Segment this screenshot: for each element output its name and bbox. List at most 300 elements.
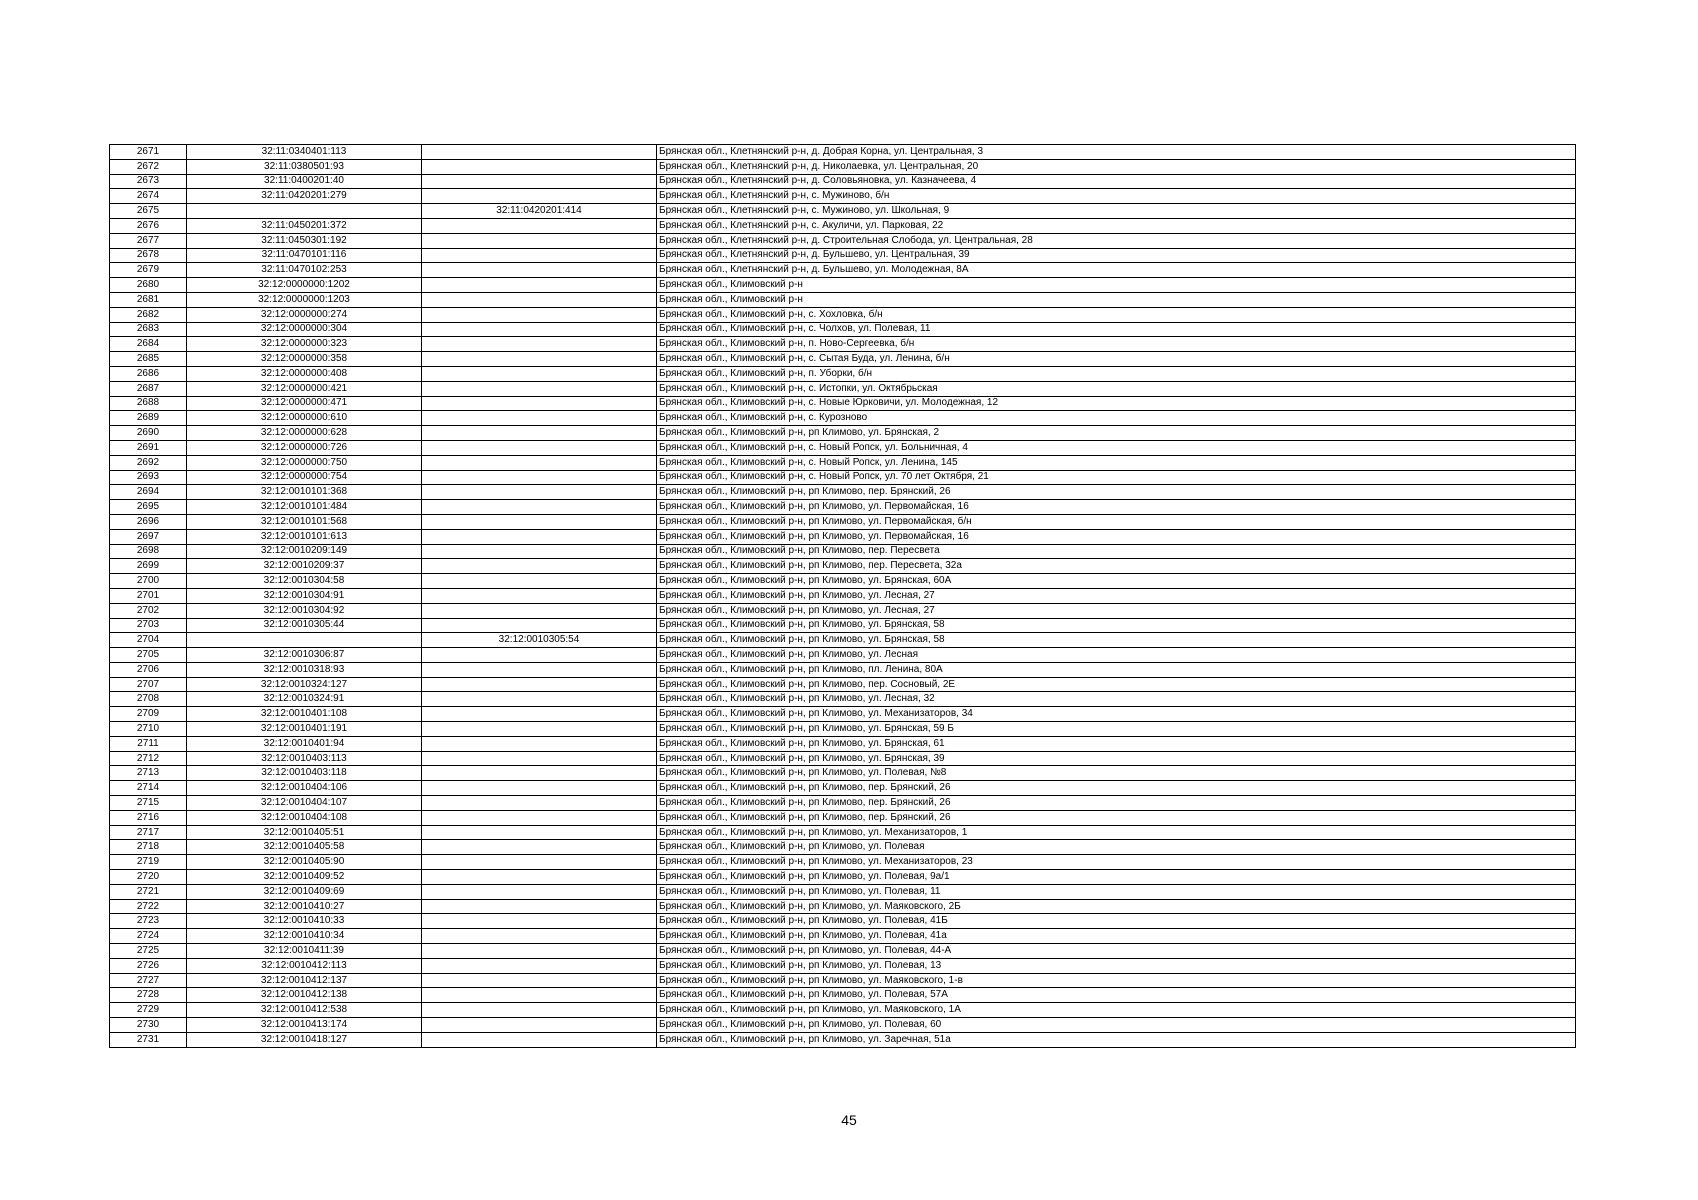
cadastral-number-cell: 32:12:0000000:274 bbox=[187, 307, 422, 322]
cadastral-number-alt-cell bbox=[422, 322, 657, 337]
row-number-cell: 2696 bbox=[110, 514, 187, 529]
cadastral-number-alt-cell bbox=[422, 1003, 657, 1018]
address-cell: Брянская обл., Климовский р-н, рп Климово, ул. Полевая, 13 bbox=[657, 958, 1576, 973]
cadastral-number-alt-cell bbox=[422, 263, 657, 278]
cadastral-number-alt-cell bbox=[422, 648, 657, 663]
row-number-cell: 2713 bbox=[110, 766, 187, 781]
row-number-cell: 2684 bbox=[110, 337, 187, 352]
cadastral-number-alt-cell: 32:11:0420201:414 bbox=[422, 204, 657, 219]
cadastral-number-alt-cell bbox=[422, 218, 657, 233]
row-number-cell: 2673 bbox=[110, 174, 187, 189]
row-number-cell: 2671 bbox=[110, 145, 187, 160]
cadastral-number-alt-cell bbox=[422, 278, 657, 293]
table-row bbox=[110, 840, 1576, 855]
cadastral-number-cell: 32:12:0000000:628 bbox=[187, 426, 422, 441]
cadastral-number-cell: 32:12:0010401:108 bbox=[187, 707, 422, 722]
table-row bbox=[110, 618, 1576, 633]
row-number-cell: 2689 bbox=[110, 411, 187, 426]
cadastral-number-alt-cell bbox=[422, 840, 657, 855]
table-row bbox=[110, 174, 1576, 189]
row-number-cell: 2728 bbox=[110, 988, 187, 1003]
cadastral-number-alt-cell bbox=[422, 574, 657, 589]
cadastral-number-cell: 32:12:0010101:484 bbox=[187, 500, 422, 515]
row-number-cell: 2694 bbox=[110, 485, 187, 500]
cadastral-number-alt-cell bbox=[422, 781, 657, 796]
cadastral-number-cell: 32:12:0010101:613 bbox=[187, 529, 422, 544]
cadastral-number-alt-cell bbox=[422, 292, 657, 307]
address-cell: Брянская обл., Климовский р-н, рп Климово, ул. Брянская, 58 bbox=[657, 618, 1576, 633]
address-cell: Брянская обл., Клетнянский р-н, с. Мужиново, ул. Школьная, 9 bbox=[657, 204, 1576, 219]
row-number-cell: 2705 bbox=[110, 648, 187, 663]
row-number-cell: 2697 bbox=[110, 529, 187, 544]
row-number-cell: 2711 bbox=[110, 736, 187, 751]
cadastral-number-alt-cell bbox=[422, 603, 657, 618]
table-row bbox=[110, 307, 1576, 322]
address-cell: Брянская обл., Климовский р-н, п. Ново-Сергеевка, б/н bbox=[657, 337, 1576, 352]
address-cell: Брянская обл., Климовский р-н, рп Климово, ул. Механизаторов, 34 bbox=[657, 707, 1576, 722]
table-row bbox=[110, 396, 1576, 411]
table-row bbox=[110, 574, 1576, 589]
table-row bbox=[110, 870, 1576, 885]
address-cell: Брянская обл., Климовский р-н, рп Климово, ул. Полевая bbox=[657, 840, 1576, 855]
cadastral-number-alt-cell bbox=[422, 470, 657, 485]
table-row bbox=[110, 529, 1576, 544]
cadastral-number-cell: 32:12:0010304:58 bbox=[187, 574, 422, 589]
table-row bbox=[110, 485, 1576, 500]
table-row bbox=[110, 973, 1576, 988]
table-row bbox=[110, 736, 1576, 751]
table-row bbox=[110, 722, 1576, 737]
address-cell: Брянская обл., Климовский р-н, с. Новые Юрковичи, ул. Молодежная, 12 bbox=[657, 396, 1576, 411]
address-cell: Брянская обл., Климовский р-н, с. Чолхов, ул. Полевая, 11 bbox=[657, 322, 1576, 337]
cadastral-number-alt-cell bbox=[422, 766, 657, 781]
cadastral-number-cell: 32:11:0340401:113 bbox=[187, 145, 422, 160]
table-row bbox=[110, 648, 1576, 663]
cadastral-number-cell: 32:12:0000000:323 bbox=[187, 337, 422, 352]
cadastral-number-cell: 32:12:0000000:304 bbox=[187, 322, 422, 337]
cadastral-number-cell: 32:12:0010209:37 bbox=[187, 559, 422, 574]
row-number-cell: 2687 bbox=[110, 381, 187, 396]
cadastral-number-cell: 32:12:0010412:113 bbox=[187, 958, 422, 973]
table-row bbox=[110, 633, 1576, 648]
address-cell: Брянская обл., Клетнянский р-н, д. Добрая Корна, ул. Центральная, 3 bbox=[657, 145, 1576, 160]
row-number-cell: 2680 bbox=[110, 278, 187, 293]
cadastral-number-cell: 32:12:0010418:127 bbox=[187, 1032, 422, 1047]
table-row bbox=[110, 500, 1576, 515]
row-number-cell: 2714 bbox=[110, 781, 187, 796]
cadastral-number-alt-cell bbox=[422, 1018, 657, 1033]
row-number-cell: 2685 bbox=[110, 352, 187, 367]
row-number-cell: 2704 bbox=[110, 633, 187, 648]
row-number-cell: 2676 bbox=[110, 218, 187, 233]
cadastral-number-cell: 32:12:0010304:92 bbox=[187, 603, 422, 618]
table-row bbox=[110, 855, 1576, 870]
cadastral-number-alt-cell bbox=[422, 426, 657, 441]
cadastral-number-cell: 32:12:0010101:568 bbox=[187, 514, 422, 529]
address-cell: Брянская обл., Климовский р-н, с. Новый Ропск, ул. 70 лет Октября, 21 bbox=[657, 470, 1576, 485]
row-number-cell: 2718 bbox=[110, 840, 187, 855]
cadastral-number-alt-cell bbox=[422, 529, 657, 544]
row-number-cell: 2686 bbox=[110, 366, 187, 381]
table-row bbox=[110, 204, 1576, 219]
table-row bbox=[110, 1032, 1576, 1047]
cadastral-number-cell: 32:11:0380501:93 bbox=[187, 159, 422, 174]
cadastral-number-alt-cell bbox=[422, 455, 657, 470]
address-cell: Брянская обл., Климовский р-н, рп Климово, пер. Пересвета bbox=[657, 544, 1576, 559]
table-row bbox=[110, 544, 1576, 559]
cadastral-number-alt-cell bbox=[422, 189, 657, 204]
address-cell: Брянская обл., Климовский р-н, рп Климово, ул. Брянская, 61 bbox=[657, 736, 1576, 751]
row-number-cell: 2727 bbox=[110, 973, 187, 988]
table-row bbox=[110, 159, 1576, 174]
cadastral-number-cell: 32:12:0010405:51 bbox=[187, 825, 422, 840]
table-row bbox=[110, 337, 1576, 352]
cadastral-number-cell: 32:12:0000000:1203 bbox=[187, 292, 422, 307]
row-number-cell: 2722 bbox=[110, 899, 187, 914]
row-number-cell: 2707 bbox=[110, 677, 187, 692]
cadastral-number-alt-cell bbox=[422, 796, 657, 811]
table-row bbox=[110, 588, 1576, 603]
address-cell: Брянская обл., Климовский р-н bbox=[657, 292, 1576, 307]
row-number-cell: 2724 bbox=[110, 929, 187, 944]
cadastral-number-alt-cell bbox=[422, 588, 657, 603]
property-register-table bbox=[109, 144, 1576, 1048]
address-cell: Брянская обл., Климовский р-н, рп Климово, ул. Первомайская, 16 bbox=[657, 500, 1576, 515]
address-cell: Брянская обл., Клетнянский р-н, д. Николаевка, ул. Центральная, 20 bbox=[657, 159, 1576, 174]
table-row bbox=[110, 914, 1576, 929]
address-cell: Брянская обл., Климовский р-н, с. Сытая Буда, ул. Ленина, б/н bbox=[657, 352, 1576, 367]
row-number-cell: 2709 bbox=[110, 707, 187, 722]
cadastral-number-cell: 32:12:0010412:138 bbox=[187, 988, 422, 1003]
cadastral-number-alt-cell bbox=[422, 855, 657, 870]
cadastral-number-cell: 32:12:0010101:368 bbox=[187, 485, 422, 500]
address-cell: Брянская обл., Климовский р-н, рп Климово, пер. Брянский, 26 bbox=[657, 781, 1576, 796]
cadastral-number-alt-cell bbox=[422, 825, 657, 840]
cadastral-number-alt-cell bbox=[422, 411, 657, 426]
address-cell: Брянская обл., Климовский р-н, рп Климово, ул. Брянская, 60А bbox=[657, 574, 1576, 589]
table-row bbox=[110, 352, 1576, 367]
address-cell: Брянская обл., Климовский р-н, рп Климово, ул. Полевая, 41а bbox=[657, 929, 1576, 944]
address-cell: Брянская обл., Климовский р-н, рп Климово, ул. Полевая, №8 bbox=[657, 766, 1576, 781]
table-row bbox=[110, 248, 1576, 263]
cadastral-number-alt-cell bbox=[422, 544, 657, 559]
cadastral-number-alt-cell bbox=[422, 751, 657, 766]
cadastral-number-alt-cell bbox=[422, 662, 657, 677]
cadastral-number-cell: 32:12:0000000:610 bbox=[187, 411, 422, 426]
row-number-cell: 2700 bbox=[110, 574, 187, 589]
cadastral-number-alt-cell bbox=[422, 440, 657, 455]
cadastral-number-cell: 32:12:0010304:91 bbox=[187, 588, 422, 603]
row-number-cell: 2691 bbox=[110, 440, 187, 455]
address-cell: Брянская обл., Климовский р-н, рп Климово, ул. Лесная, 32 bbox=[657, 692, 1576, 707]
cadastral-number-alt-cell bbox=[422, 485, 657, 500]
table-row bbox=[110, 662, 1576, 677]
cadastral-number-cell: 32:11:0400201:40 bbox=[187, 174, 422, 189]
cadastral-number-alt-cell bbox=[422, 692, 657, 707]
address-cell: Брянская обл., Клетнянский р-н, д. Бульшево, ул. Молодежная, 8А bbox=[657, 263, 1576, 278]
cadastral-number-alt-cell bbox=[422, 352, 657, 367]
cadastral-number-alt-cell bbox=[422, 500, 657, 515]
cadastral-number-cell: 32:12:0010318:93 bbox=[187, 662, 422, 677]
cadastral-number-alt-cell bbox=[422, 159, 657, 174]
table-row bbox=[110, 692, 1576, 707]
row-number-cell: 2674 bbox=[110, 189, 187, 204]
row-number-cell: 2715 bbox=[110, 796, 187, 811]
cadastral-number-alt-cell bbox=[422, 929, 657, 944]
table-row bbox=[110, 751, 1576, 766]
row-number-cell: 2693 bbox=[110, 470, 187, 485]
cadastral-number-cell: 32:12:0000000:1202 bbox=[187, 278, 422, 293]
cadastral-number-cell: 32:12:0000000:750 bbox=[187, 455, 422, 470]
cadastral-number-cell: 32:12:0010409:52 bbox=[187, 870, 422, 885]
cadastral-number-cell: 32:12:0010305:44 bbox=[187, 618, 422, 633]
address-cell: Брянская обл., Климовский р-н, с. Новый Ропск, ул. Больничная, 4 bbox=[657, 440, 1576, 455]
row-number-cell: 2683 bbox=[110, 322, 187, 337]
cadastral-number-cell: 32:12:0010410:34 bbox=[187, 929, 422, 944]
row-number-cell: 2698 bbox=[110, 544, 187, 559]
address-cell: Брянская обл., Климовский р-н, рп Климово, ул. Брянская, 2 bbox=[657, 426, 1576, 441]
table-row bbox=[110, 707, 1576, 722]
cadastral-number-alt-cell bbox=[422, 396, 657, 411]
cadastral-number-cell: 32:12:0010413:174 bbox=[187, 1018, 422, 1033]
cadastral-number-alt-cell bbox=[422, 307, 657, 322]
cadastral-number-cell: 32:12:0010412:137 bbox=[187, 973, 422, 988]
address-cell: Брянская обл., Климовский р-н, рп Климово, ул. Маяковского, 2Б bbox=[657, 899, 1576, 914]
cadastral-number-cell: 32:12:0010405:58 bbox=[187, 840, 422, 855]
address-cell: Брянская обл., Климовский р-н, рп Климово, ул. Лесная bbox=[657, 648, 1576, 663]
table-row bbox=[110, 781, 1576, 796]
cadastral-number-cell: 32:12:0010412:538 bbox=[187, 1003, 422, 1018]
cadastral-number-alt-cell bbox=[422, 174, 657, 189]
cadastral-number-cell: 32:12:0010401:191 bbox=[187, 722, 422, 737]
table-row bbox=[110, 1003, 1576, 1018]
cadastral-number-alt-cell bbox=[422, 381, 657, 396]
row-number-cell: 2695 bbox=[110, 500, 187, 515]
table-row bbox=[110, 766, 1576, 781]
row-number-cell: 2719 bbox=[110, 855, 187, 870]
cadastral-number-alt-cell bbox=[422, 233, 657, 248]
cadastral-number-cell: 32:12:0010403:118 bbox=[187, 766, 422, 781]
table-row bbox=[110, 426, 1576, 441]
cadastral-number-alt-cell bbox=[422, 870, 657, 885]
cadastral-number-cell bbox=[187, 204, 422, 219]
row-number-cell: 2679 bbox=[110, 263, 187, 278]
table-row bbox=[110, 988, 1576, 1003]
address-cell: Брянская обл., Климовский р-н, рп Климово, ул. Механизаторов, 23 bbox=[657, 855, 1576, 870]
cadastral-number-alt-cell bbox=[422, 914, 657, 929]
row-number-cell: 2702 bbox=[110, 603, 187, 618]
address-cell: Брянская обл., Клетнянский р-н, д. Строительная Слобода, ул. Центральная, 28 bbox=[657, 233, 1576, 248]
row-number-cell: 2729 bbox=[110, 1003, 187, 1018]
cadastral-number-alt-cell bbox=[422, 559, 657, 574]
cadastral-number-cell: 32:12:0000000:358 bbox=[187, 352, 422, 367]
cadastral-number-cell: 32:11:0470102:253 bbox=[187, 263, 422, 278]
row-number-cell: 2677 bbox=[110, 233, 187, 248]
row-number-cell: 2692 bbox=[110, 455, 187, 470]
table-row bbox=[110, 233, 1576, 248]
cadastral-number-alt-cell bbox=[422, 618, 657, 633]
cadastral-number-cell: 32:12:0010324:91 bbox=[187, 692, 422, 707]
table-row bbox=[110, 263, 1576, 278]
address-cell: Брянская обл., Климовский р-н bbox=[657, 278, 1576, 293]
row-number-cell: 2681 bbox=[110, 292, 187, 307]
table-row bbox=[110, 958, 1576, 973]
address-cell: Брянская обл., Климовский р-н, рп Климово, ул. Полевая, 57А bbox=[657, 988, 1576, 1003]
table-row bbox=[110, 825, 1576, 840]
table-row bbox=[110, 455, 1576, 470]
row-number-cell: 2712 bbox=[110, 751, 187, 766]
page-number: 45 bbox=[841, 1112, 857, 1128]
table-row bbox=[110, 278, 1576, 293]
cadastral-number-cell: 32:12:0000000:471 bbox=[187, 396, 422, 411]
address-cell: Брянская обл., Климовский р-н, с. Хохловка, б/н bbox=[657, 307, 1576, 322]
address-cell: Брянская обл., Климовский р-н, рп Климово, ул. Лесная, 27 bbox=[657, 603, 1576, 618]
cadastral-number-cell: 32:11:0450201:372 bbox=[187, 218, 422, 233]
address-cell: Брянская обл., Климовский р-н, рп Климово, ул. Полевая, 44-А bbox=[657, 944, 1576, 959]
table-row bbox=[110, 884, 1576, 899]
cadastral-number-alt-cell bbox=[422, 248, 657, 263]
cadastral-number-cell: 32:12:0010411:39 bbox=[187, 944, 422, 959]
cadastral-number-alt-cell bbox=[422, 366, 657, 381]
address-cell: Брянская обл., Климовский р-н, рп Климово, ул. Полевая, 9а/1 bbox=[657, 870, 1576, 885]
table-row bbox=[110, 1018, 1576, 1033]
row-number-cell: 2688 bbox=[110, 396, 187, 411]
address-cell: Брянская обл., Климовский р-н, с. Новый Ропск, ул. Ленина, 145 bbox=[657, 455, 1576, 470]
address-cell: Брянская обл., Климовский р-н, рп Климово, пер. Брянский, 26 bbox=[657, 485, 1576, 500]
row-number-cell: 2721 bbox=[110, 884, 187, 899]
table-row bbox=[110, 411, 1576, 426]
table-row bbox=[110, 470, 1576, 485]
address-cell: Брянская обл., Климовский р-н, с. Курозново bbox=[657, 411, 1576, 426]
cadastral-number-cell: 32:11:0470101:116 bbox=[187, 248, 422, 263]
row-number-cell: 2699 bbox=[110, 559, 187, 574]
cadastral-number-alt-cell bbox=[422, 736, 657, 751]
cadastral-number-cell: 32:12:0000000:726 bbox=[187, 440, 422, 455]
cadastral-number-alt-cell bbox=[422, 1032, 657, 1047]
row-number-cell: 2725 bbox=[110, 944, 187, 959]
cadastral-number-cell: 32:12:0010404:108 bbox=[187, 810, 422, 825]
cadastral-number-cell: 32:12:0010409:69 bbox=[187, 884, 422, 899]
row-number-cell: 2678 bbox=[110, 248, 187, 263]
address-cell: Брянская обл., Климовский р-н, рп Климово, ул. Лесная, 27 bbox=[657, 588, 1576, 603]
address-cell: Брянская обл., Климовский р-н, рп Климово, ул. Первомайская, 16 bbox=[657, 529, 1576, 544]
cadastral-number-cell: 32:12:0000000:408 bbox=[187, 366, 422, 381]
address-cell: Брянская обл., Климовский р-н, рп Климово, пл. Ленина, 80А bbox=[657, 662, 1576, 677]
cadastral-number-cell: 32:12:0010401:94 bbox=[187, 736, 422, 751]
table-row bbox=[110, 292, 1576, 307]
table-row bbox=[110, 145, 1576, 160]
cadastral-number-alt-cell bbox=[422, 514, 657, 529]
cadastral-number-alt-cell bbox=[422, 958, 657, 973]
table-row bbox=[110, 366, 1576, 381]
address-cell: Брянская обл., Климовский р-н, рп Климово, пер. Брянский, 26 bbox=[657, 796, 1576, 811]
address-cell: Брянская обл., Климовский р-н, рп Климово, ул. Первомайская, б/н bbox=[657, 514, 1576, 529]
row-number-cell: 2708 bbox=[110, 692, 187, 707]
cadastral-number-alt-cell bbox=[422, 145, 657, 160]
row-number-cell: 2672 bbox=[110, 159, 187, 174]
cadastral-number-cell: 32:11:0450301:192 bbox=[187, 233, 422, 248]
cadastral-number-alt-cell bbox=[422, 722, 657, 737]
row-number-cell: 2720 bbox=[110, 870, 187, 885]
table-row bbox=[110, 944, 1576, 959]
row-number-cell: 2675 bbox=[110, 204, 187, 219]
cadastral-number-alt-cell bbox=[422, 810, 657, 825]
cadastral-number-cell: 32:12:0010410:27 bbox=[187, 899, 422, 914]
row-number-cell: 2682 bbox=[110, 307, 187, 322]
row-number-cell: 2723 bbox=[110, 914, 187, 929]
cadastral-number-alt-cell bbox=[422, 899, 657, 914]
table-row bbox=[110, 810, 1576, 825]
address-cell: Брянская обл., Климовский р-н, п. Уборки, б/н bbox=[657, 366, 1576, 381]
address-cell: Брянская обл., Клетнянский р-н, с. Акуличи, ул. Парковая, 22 bbox=[657, 218, 1576, 233]
row-number-cell: 2703 bbox=[110, 618, 187, 633]
row-number-cell: 2726 bbox=[110, 958, 187, 973]
address-cell: Брянская обл., Климовский р-н, рп Климово, ул. Брянская, 39 bbox=[657, 751, 1576, 766]
address-cell: Брянская обл., Климовский р-н, с. Истопки, ул. Октябрьская bbox=[657, 381, 1576, 396]
row-number-cell: 2706 bbox=[110, 662, 187, 677]
row-number-cell: 2730 bbox=[110, 1018, 187, 1033]
row-number-cell: 2731 bbox=[110, 1032, 187, 1047]
table-row bbox=[110, 440, 1576, 455]
cadastral-number-cell: 32:12:0010410:33 bbox=[187, 914, 422, 929]
cadastral-number-cell: 32:12:0010405:90 bbox=[187, 855, 422, 870]
cadastral-number-cell: 32:12:0010209:149 bbox=[187, 544, 422, 559]
address-cell: Брянская обл., Клетнянский р-н, с. Мужиново, б/н bbox=[657, 189, 1576, 204]
row-number-cell: 2716 bbox=[110, 810, 187, 825]
cadastral-number-alt-cell bbox=[422, 337, 657, 352]
address-cell: Брянская обл., Климовский р-н, рп Климово, ул. Маяковского, 1-в bbox=[657, 973, 1576, 988]
table-row bbox=[110, 929, 1576, 944]
cadastral-number-alt-cell bbox=[422, 707, 657, 722]
table-row bbox=[110, 796, 1576, 811]
address-cell: Брянская обл., Клетнянский р-н, д. Соловьяновка, ул. Казначеева, 4 bbox=[657, 174, 1576, 189]
row-number-cell: 2690 bbox=[110, 426, 187, 441]
row-number-cell: 2710 bbox=[110, 722, 187, 737]
table-row bbox=[110, 514, 1576, 529]
cadastral-number-cell: 32:12:0000000:421 bbox=[187, 381, 422, 396]
cadastral-number-cell: 32:11:0420201:279 bbox=[187, 189, 422, 204]
cadastral-number-alt-cell bbox=[422, 677, 657, 692]
table-row bbox=[110, 559, 1576, 574]
cadastral-number-alt-cell bbox=[422, 944, 657, 959]
table-row bbox=[110, 218, 1576, 233]
register-table-body bbox=[110, 145, 1576, 1048]
address-cell: Брянская обл., Климовский р-н, рп Климово, ул. Брянская, 59 Б bbox=[657, 722, 1576, 737]
cadastral-number-alt-cell bbox=[422, 973, 657, 988]
address-cell: Брянская обл., Климовский р-н, рп Климово, ул. Заречная, 51а bbox=[657, 1032, 1576, 1047]
address-cell: Брянская обл., Климовский р-н, рп Климово, ул. Механизаторов, 1 bbox=[657, 825, 1576, 840]
cadastral-number-alt-cell bbox=[422, 988, 657, 1003]
cadastral-number-cell: 32:12:0010403:113 bbox=[187, 751, 422, 766]
cadastral-number-cell: 32:12:0000000:754 bbox=[187, 470, 422, 485]
table-row bbox=[110, 189, 1576, 204]
cadastral-number-cell bbox=[187, 633, 422, 648]
cadastral-number-alt-cell: 32:12:0010305:54 bbox=[422, 633, 657, 648]
cadastral-number-cell: 32:12:0010306:87 bbox=[187, 648, 422, 663]
address-cell: Брянская обл., Клетнянский р-н, д. Бульшево, ул. Центральная, 39 bbox=[657, 248, 1576, 263]
address-cell: Брянская обл., Климовский р-н, рп Климово, пер. Сосновый, 2Е bbox=[657, 677, 1576, 692]
cadastral-number-cell: 32:12:0010404:106 bbox=[187, 781, 422, 796]
table-row bbox=[110, 899, 1576, 914]
table-row bbox=[110, 603, 1576, 618]
address-cell: Брянская обл., Климовский р-н, рп Климово, ул. Брянская, 58 bbox=[657, 633, 1576, 648]
row-number-cell: 2717 bbox=[110, 825, 187, 840]
address-cell: Брянская обл., Климовский р-н, рп Климово, ул. Маяковского, 1А bbox=[657, 1003, 1576, 1018]
address-cell: Брянская обл., Климовский р-н, рп Климово, пер. Пересвета, 32а bbox=[657, 559, 1576, 574]
address-cell: Брянская обл., Климовский р-н, рп Климово, ул. Полевая, 41Б bbox=[657, 914, 1576, 929]
table-row bbox=[110, 677, 1576, 692]
table-row bbox=[110, 322, 1576, 337]
